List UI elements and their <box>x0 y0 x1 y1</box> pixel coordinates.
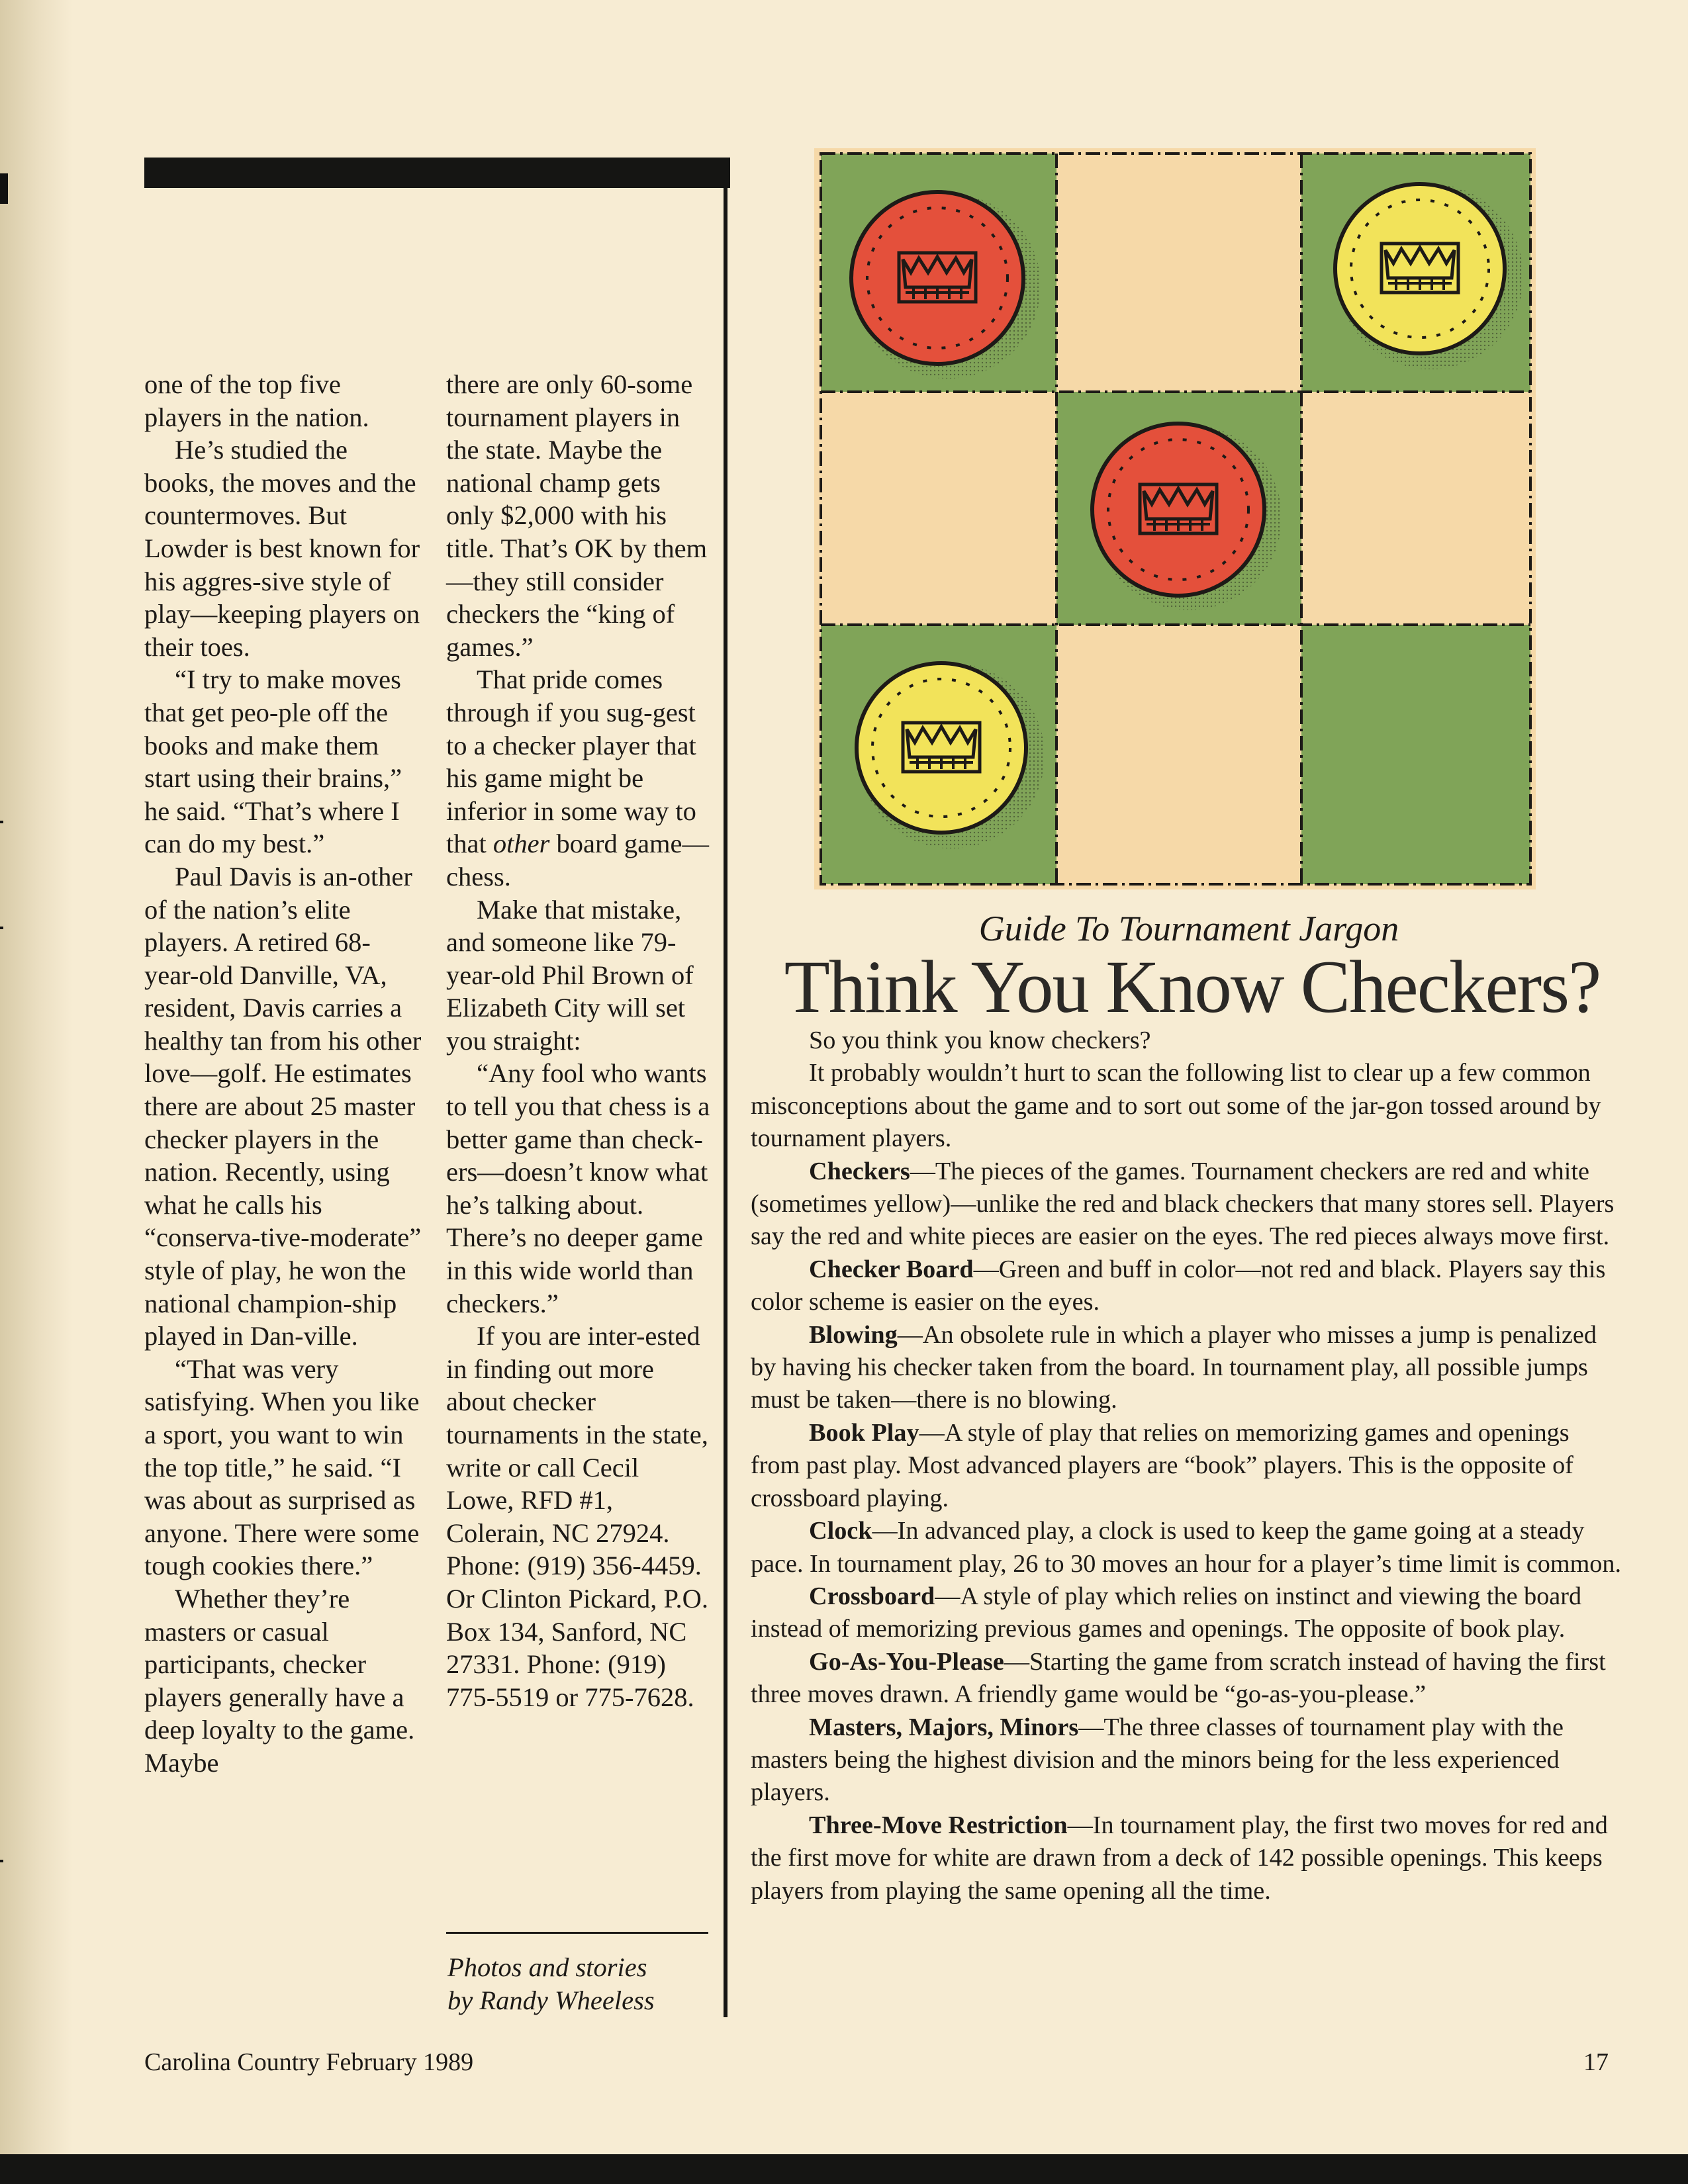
jargon-entry <box>751 1711 1622 1809</box>
intro-paragraph: So you think you know checkers? <box>809 1026 1151 1054</box>
jargon-definition: —The three classes of tournament play with the masters being the highest division and the minors being for the less experienced players. <box>751 1713 1564 1807</box>
jargon-definition: —The pieces of the games. Tournament checkers are red and white (sometimes yellow)—unlike the red and black checkers that many stores sell. Players say the red and white pieces are easier on the eyes. The red pieces always move first. <box>751 1157 1615 1251</box>
scan-bottom-edge <box>0 2154 1688 2184</box>
paragraph: “That was very satisfying. When you like a sport, you want to win the top title,” he said. “I was about as surprised as anyone. There were some tough cookies there.” <box>144 1353 420 1581</box>
paragraph <box>446 663 711 893</box>
paragraph: there are only 60-some tournament players in the state. Maybe the national champ gets only $2,000 with his title. That’s OK by them—they still consider checkers the “king of games.” <box>446 369 708 662</box>
credit-line: by Randy Wheeless <box>447 1985 655 2015</box>
jargon-definition: —In tournament play, the first two moves for red and the first move for white are drawn from a deck of 142 possible openings. This keeps players from playing the same opening all the time. <box>751 1811 1608 1905</box>
article-column-1 <box>144 368 422 1780</box>
jargon-definition: —Green and buff in color—not red and black. Players say this color scheme is easier on the eyes. <box>751 1255 1606 1316</box>
jargon-definition: —An obsolete rule in which a player who misses a jump is penalized by having his checker taken from the board. In tournament play, all possible jumps must be taken—there is no blowing. <box>751 1320 1597 1414</box>
article-kicker: Guide To Tournament Jargon <box>978 909 1399 948</box>
intro-paragraph: It probably wouldn’t hurt to scan the following list to clear up a few common misconceptions about the game and to sort out some of the jar-gon tossed around by tournament players. <box>751 1059 1601 1153</box>
jargon-entry <box>751 1515 1622 1580</box>
photo-credit <box>447 1951 712 2017</box>
edge-mark <box>0 173 8 204</box>
article-headline: Think You Know Checkers? <box>784 946 1601 1028</box>
edge-mark <box>0 927 3 929</box>
header-rule-bar <box>144 158 730 188</box>
jargon-term: Blowing <box>809 1320 898 1349</box>
jargon-term: Book Play <box>809 1418 919 1447</box>
jargon-entry <box>751 1417 1622 1515</box>
paragraph: Make that mistake, and someone like 79-year-old Phil Brown of Elizabeth City will set you straight: <box>446 894 694 1056</box>
paragraph: “I try to make moves that get peo-ple off the books and make them start using their brains,” he said. “That’s where I can do my best.” <box>144 664 402 859</box>
jargon-term: Checker Board <box>809 1255 974 1283</box>
jargon-definition: —A style of play which relies on instinct and viewing the board instead of memorizing previous games and openings. The opposite of book play. <box>751 1582 1582 1643</box>
text: board game—chess. <box>446 829 710 891</box>
jargon-entry <box>751 1580 1622 1646</box>
jargon-term: Checkers <box>809 1157 910 1185</box>
jargon-definition: —Starting the game from scratch instead of having the first three moves drawn. A friendly game would be “go-as-you-please.” <box>751 1647 1606 1709</box>
paragraph: Paul Davis is an-other of the nation’s elite players. A retired 68-year-old Danville, VA, resident, Davis carries a healthy tan from his other love—golf. He estimates there are about 25 master checker players in the nation. Recently, using what he calls his “conserva-tive-moderate” style of play, he won the national champion-ship played in Dan-ville. <box>144 861 422 1351</box>
edge-mark <box>0 1860 3 1862</box>
jargon-term: Clock <box>809 1517 872 1545</box>
green-square <box>1301 625 1530 884</box>
credit-rule <box>446 1932 708 1934</box>
emphasis: other <box>492 829 550 859</box>
jargon-term: Crossboard <box>809 1582 935 1610</box>
paragraph: one of the top five players in the nation. <box>144 369 369 432</box>
jargon-definition: —A style of play that relies on memorizing games and openings from past play. Most advanced players are “book” players. This is the opposite of crossboard playing. <box>751 1418 1573 1512</box>
jargon-entry <box>751 1253 1622 1319</box>
article-column-2 <box>446 368 711 1713</box>
jargon-term: Three-Move Restriction <box>809 1811 1068 1839</box>
paragraph: Whether they’re masters or casual participants, checker players generally have a deep loyalty to the game. Maybe <box>144 1583 415 1778</box>
jargon-term: Go-As-You-Please <box>809 1647 1004 1676</box>
edge-mark <box>0 821 3 823</box>
jargon-entry <box>751 1809 1622 1907</box>
jargon-entry <box>751 1156 1622 1253</box>
footer-publication: Carolina Country February 1989 <box>144 2048 474 2076</box>
column-rule <box>724 158 727 2017</box>
jargon-term: Masters, Majors, Minors <box>809 1713 1079 1741</box>
paragraph: He’s studied the books, the moves and the countermoves. But Lowder is best known for his aggres-sive style of play—keeping players on their toes. <box>144 435 420 662</box>
jargon-guide <box>751 1024 1622 1907</box>
page-number: 17 <box>1583 2048 1609 2076</box>
text: That pride comes through if you sug-gest to a checker player that his game might be inferior in some way to that <box>446 664 696 859</box>
paragraph: “Any fool who wants to tell you that chess is a better game than check-ers—doesn’t know what he’s talking about. There’s no deeper game in this wide world than checkers.” <box>446 1058 710 1318</box>
page-gutter-shadow <box>0 0 73 2184</box>
credit-line: Photos and stories <box>447 1952 647 1982</box>
paragraph: If you are inter-ested in finding out more about checker tournaments in the state, write or call Cecil Lowe, RFD #1, Colerain, NC 27924. Phone: (919) 356-4459. Or Clinton Pickard, P.O. Box 134, Sanford, NC 27331. Phone: (919) 775-5519 or 775-7628. <box>446 1321 709 1712</box>
jargon-entry <box>751 1319 1622 1417</box>
jargon-definition: —In advanced play, a clock is used to keep the game going at a steady pace. In tournament play, 26 to 30 moves an hour for a player’s time limit is common. <box>751 1517 1622 1578</box>
jargon-entry <box>751 1646 1622 1711</box>
checkerboard-illustration <box>814 148 1536 889</box>
checkerboard-svg <box>814 148 1536 889</box>
